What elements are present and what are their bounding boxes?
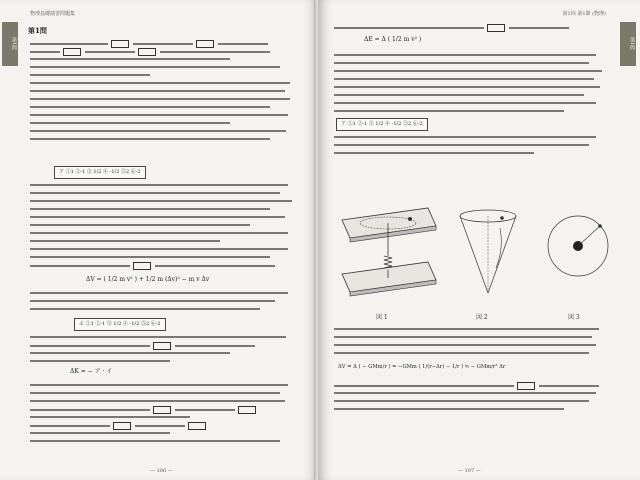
right-page — [318, 0, 640, 480]
left-page-number: — 106 — — [150, 468, 173, 474]
answer-box — [133, 262, 151, 270]
figure-3-orbit — [548, 216, 608, 276]
left-text-block-5 — [30, 382, 300, 446]
figures-illustration — [328, 198, 628, 313]
answer-box — [153, 342, 171, 350]
left-text-block-1 — [30, 40, 300, 144]
right-text-block-2 — [334, 52, 610, 116]
left-text-block-4 — [30, 334, 300, 366]
choice-list-2: エ ①1 ②-1 ③ 1/2 ④ -1/2 ⑤2 ⑥-2 — [74, 318, 166, 331]
left-text-block-2 — [30, 182, 300, 270]
choice-list-3: ア ①1 ②-1 ③ 1/2 ④ -1/2 ⑤2 ⑥-2 — [336, 118, 428, 131]
figure-3-label: 図 3 — [568, 314, 580, 321]
answer-box — [487, 24, 505, 32]
section-title: 第1問 — [28, 26, 47, 35]
left-formula-2: ΔK = − ア · イ — [70, 368, 113, 375]
right-formula-bottom: ΔV = Δ ( − GMm/r ) = −GMm ( 1/(r−Δr) − 1/r ) ≒ − GMm/r² Δr — [338, 364, 506, 370]
figure-1-plates — [342, 208, 436, 296]
right-side-tab: 第1問 — [620, 22, 636, 66]
answer-box — [63, 48, 81, 56]
figure-2-cone — [460, 210, 516, 293]
answer-box — [153, 406, 171, 414]
left-formula-1: ΔV = ( 1/2 m v² ) + 1/2 m (Δv)² − m v Δv — [86, 276, 210, 283]
answer-box — [196, 40, 214, 48]
answer-box — [111, 40, 129, 48]
answer-box — [138, 48, 156, 56]
right-formula-top: ΔE = Δ ( 1/2 m v² ) — [364, 36, 422, 43]
right-text-block-1 — [334, 24, 604, 32]
right-text-block-5 — [334, 382, 610, 414]
left-side-tab: 第1問 — [2, 22, 18, 66]
answer-box — [238, 406, 256, 414]
answer-box — [113, 422, 131, 430]
figure-1-label: 図 1 — [376, 314, 388, 321]
right-page-number: — 107 — — [458, 468, 481, 474]
right-header: 第1回 第1問 (物理) — [562, 11, 606, 17]
figure-2-label: 図 2 — [476, 314, 488, 321]
left-text-block-3 — [30, 290, 300, 314]
left-header: 物理基礎演習問題集 — [30, 11, 76, 17]
answer-box — [188, 422, 206, 430]
answer-box — [517, 382, 535, 390]
left-page — [0, 0, 318, 480]
choice-list-1: ア ①1 ②-1 ③ 1/2 ④ -1/2 ⑤2 ⑥-2 — [54, 166, 146, 179]
right-text-block-4 — [334, 326, 610, 358]
right-text-block-3 — [334, 134, 610, 158]
